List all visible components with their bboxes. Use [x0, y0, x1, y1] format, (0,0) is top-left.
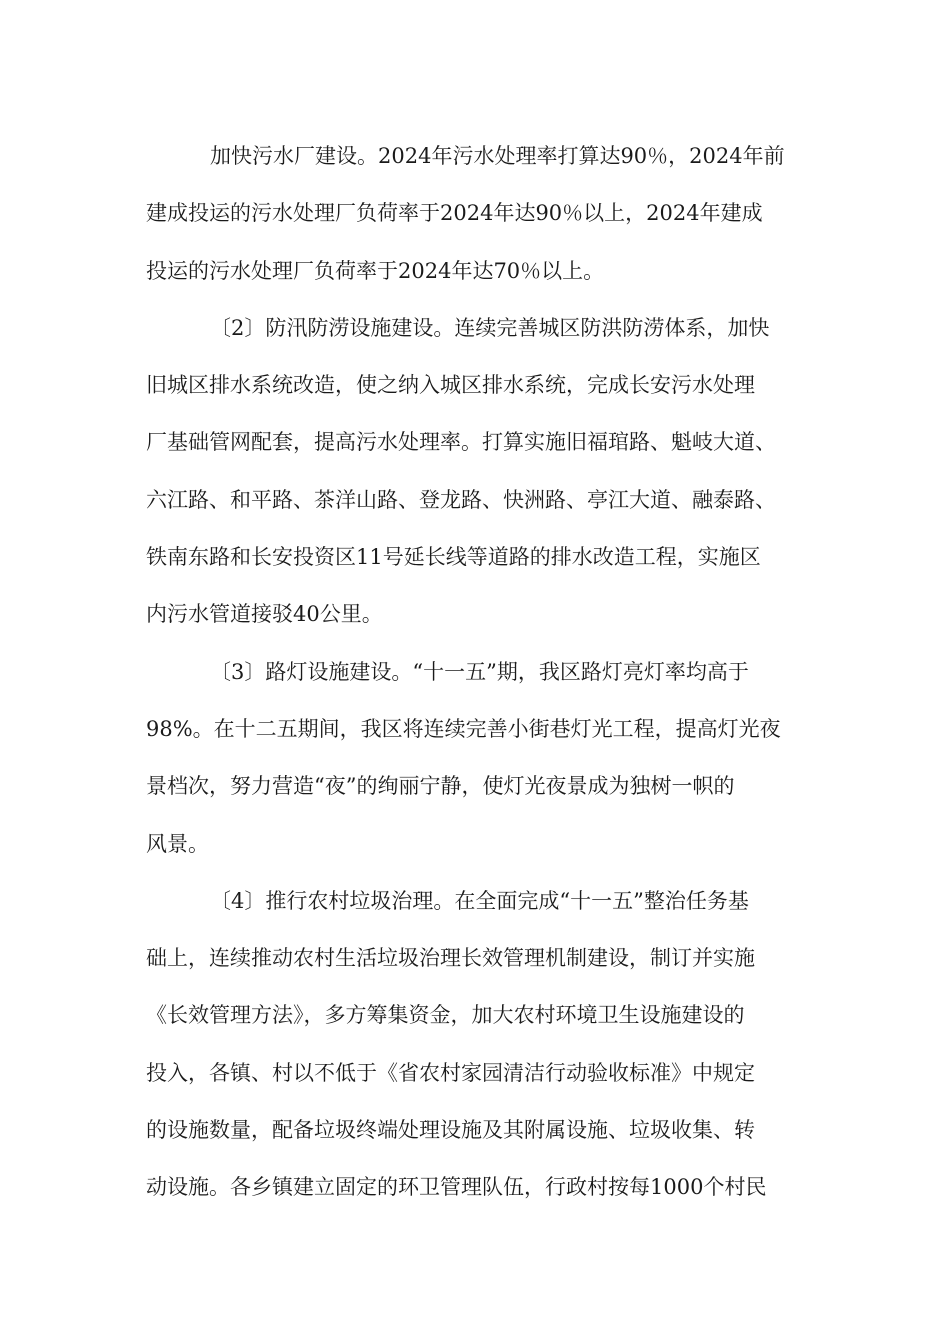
text-line: 铁南东路和长安投资区11号延长线等道路的排水改造工程，实施区 [146, 545, 761, 570]
body-text [146, 128, 820, 1217]
text-line: 加快污水厂建设。2024年污水处理率打算达90％，2024年前 [210, 144, 785, 168]
text-line: 的设施数量，配备垃圾终端处理设施及其附属设施、垃圾收集、转 [146, 1118, 755, 1143]
text-line: 投运的污水处理厂负荷率于2024年达70％以上。 [146, 258, 605, 283]
text-line: 投入，各镇、村以不低于《省农村家园清洁行动验收标准》中规定 [146, 1060, 755, 1085]
paragraph-flood-control [146, 300, 820, 644]
text-line: 内污水管道接驳40公里。 [146, 602, 383, 627]
text-line: 〔3〕路灯设施建设。“十一五”期，我区路灯亮灯率均高于 [210, 659, 749, 684]
text-line: 风景。 [146, 831, 209, 856]
text-line: 础上，连续推动农村生活垃圾治理长效管理机制建设，制订并实施 [146, 946, 755, 971]
text-line: 98%。在十二五期间，我区将连续完善小街巷灯光工程，提高灯光夜 [146, 716, 781, 741]
paragraph-sewage-plant [146, 128, 820, 300]
text-line: 建成投运的污水处理厂负荷率于2024年达90％以上，2024年建成 [146, 201, 763, 226]
text-line: 〔2〕防汛防涝设施建设。连续完善城区防洪防涝体系，加快 [210, 315, 770, 340]
text-line: 厂基础管网配套，提高污水处理率。打算实施旧福琯路、魁岐大道、 [146, 430, 776, 455]
text-line: 动设施。各乡镇建立固定的环卫管理队伍，行政村按每1000个村民 [146, 1175, 767, 1200]
text-line: 〔4〕推行农村垃圾治理。在全面完成“十一五”整治任务基 [210, 888, 749, 913]
text-line: 《长效管理方法》，多方筹集资金，加大农村环境卫生设施建设的 [146, 1003, 745, 1028]
text-line: 六江路、和平路、茶洋山路、登龙路、快洲路、亭江大道、融泰路、 [146, 487, 776, 512]
text-line: 旧城区排水系统改造，使之纳入城区排水系统，完成长安污水处理 [146, 373, 755, 398]
paragraph-street-lighting [146, 644, 820, 873]
paragraph-rural-waste [146, 873, 820, 1217]
text-line: 景档次，努力营造“夜”的绚丽宁静，使灯光夜景成为独树一帜的 [146, 774, 735, 799]
